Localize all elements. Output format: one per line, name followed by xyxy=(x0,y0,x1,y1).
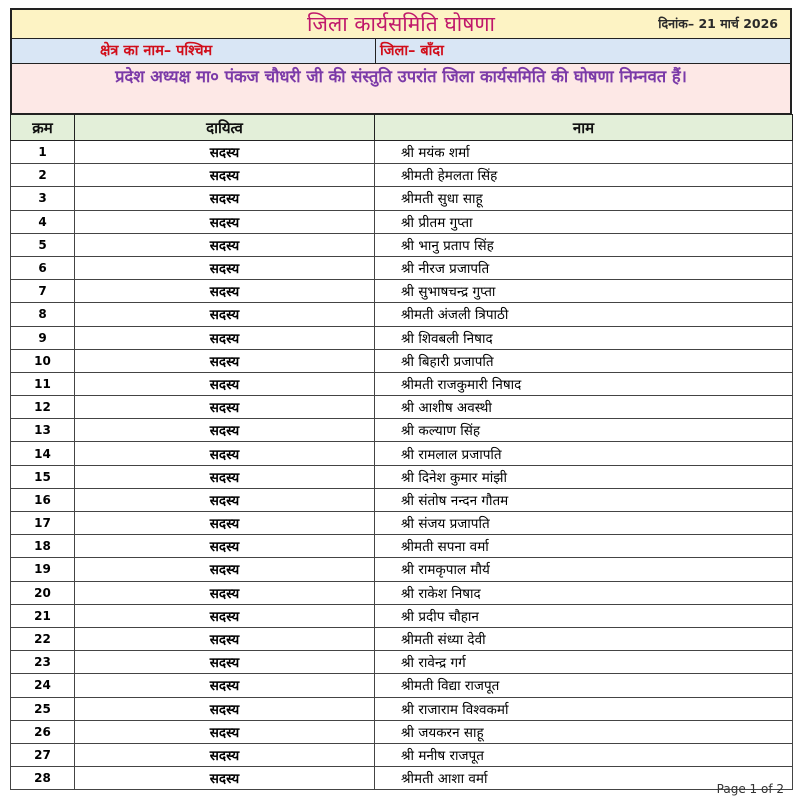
name-cell: श्री सुभाषचन्द्र गुप्ता xyxy=(375,280,793,303)
page-number: Page 1 of 2 xyxy=(716,782,784,797)
serial-cell: 10 xyxy=(11,349,75,372)
table-header-row xyxy=(11,115,793,141)
name-cell: श्रीमती सुधा साहू xyxy=(375,187,793,210)
role-cell: सदस्य xyxy=(75,767,375,790)
role-cell: सदस्य xyxy=(75,535,375,558)
table-row xyxy=(11,326,793,349)
name-cell: श्री जयकरन साहू xyxy=(375,720,793,743)
serial-cell: 27 xyxy=(11,743,75,766)
name-cell: श्री मनीष राजपूत xyxy=(375,743,793,766)
page-title: जिला कार्यसमिति घोषणा xyxy=(306,12,495,36)
name-cell: श्री बिहारी प्रजापति xyxy=(375,349,793,372)
role-cell: सदस्य xyxy=(75,488,375,511)
role-cell: सदस्य xyxy=(75,210,375,233)
name-cell: श्री दिनेश कुमार मांझी xyxy=(375,465,793,488)
serial-cell: 19 xyxy=(11,558,75,581)
table-row xyxy=(11,651,793,674)
table-row xyxy=(11,280,793,303)
role-cell: सदस्य xyxy=(75,465,375,488)
name-cell: श्री रामलाल प्रजापति xyxy=(375,442,793,465)
name-cell: श्री रावेन्द्र गर्ग xyxy=(375,651,793,674)
title-row xyxy=(10,8,792,39)
serial-cell: 9 xyxy=(11,326,75,349)
serial-cell: 3 xyxy=(11,187,75,210)
table-row xyxy=(11,558,793,581)
column-header-role: दायित्व xyxy=(75,115,375,141)
serial-cell: 28 xyxy=(11,767,75,790)
table-row xyxy=(11,256,793,279)
name-cell: श्री संतोष नन्दन गौतम xyxy=(375,488,793,511)
name-cell: श्री कल्याण सिंह xyxy=(375,419,793,442)
name-cell: श्री राजाराम विश्वकर्मा xyxy=(375,697,793,720)
serial-cell: 18 xyxy=(11,535,75,558)
name-cell: श्रीमती विद्या राजपूत xyxy=(375,674,793,697)
serial-cell: 7 xyxy=(11,280,75,303)
table-row xyxy=(11,419,793,442)
role-cell: सदस्य xyxy=(75,372,375,395)
table-row xyxy=(11,187,793,210)
role-cell: सदस्य xyxy=(75,627,375,650)
role-cell: सदस्य xyxy=(75,187,375,210)
name-cell: श्रीमती हेमलता सिंह xyxy=(375,164,793,187)
name-cell: श्री प्रदीप चौहान xyxy=(375,604,793,627)
table-row xyxy=(11,372,793,395)
table-row xyxy=(11,465,793,488)
serial-cell: 2 xyxy=(11,164,75,187)
members-table xyxy=(10,114,793,790)
role-cell: सदस्य xyxy=(75,442,375,465)
serial-cell: 6 xyxy=(11,256,75,279)
role-cell: सदस्य xyxy=(75,256,375,279)
role-cell: सदस्य xyxy=(75,697,375,720)
role-cell: सदस्य xyxy=(75,233,375,256)
name-cell: श्रीमती आशा वर्मा xyxy=(375,767,793,790)
role-cell: सदस्य xyxy=(75,164,375,187)
serial-cell: 13 xyxy=(11,419,75,442)
role-cell: सदस्य xyxy=(75,396,375,419)
table-row xyxy=(11,512,793,535)
serial-cell: 23 xyxy=(11,651,75,674)
table-row xyxy=(11,233,793,256)
role-cell: सदस्य xyxy=(75,419,375,442)
table-row xyxy=(11,164,793,187)
table-row xyxy=(11,442,793,465)
serial-cell: 1 xyxy=(11,141,75,164)
role-cell: सदस्य xyxy=(75,326,375,349)
table-row xyxy=(11,627,793,650)
role-cell: सदस्य xyxy=(75,558,375,581)
name-cell: श्रीमती सपना वर्मा xyxy=(375,535,793,558)
name-cell: श्रीमती राजकुमारी निषाद xyxy=(375,372,793,395)
table-row xyxy=(11,349,793,372)
announcement-notice: प्रदेश अध्यक्ष मा० पंकज चौधरी जी की संस्तुति उपरांत जिला कार्यसमिति की घोषणा निम्नवत हैं। xyxy=(10,64,792,114)
name-cell: श्रीमती संध्या देवी xyxy=(375,627,793,650)
name-cell: श्री प्रीतम गुप्ता xyxy=(375,210,793,233)
role-cell: सदस्य xyxy=(75,743,375,766)
table-row xyxy=(11,720,793,743)
table-row xyxy=(11,535,793,558)
name-cell: श्री रामकृपाल मौर्य xyxy=(375,558,793,581)
role-cell: सदस्य xyxy=(75,280,375,303)
table-row xyxy=(11,581,793,604)
role-cell: सदस्य xyxy=(75,512,375,535)
table-row xyxy=(11,604,793,627)
name-cell: श्री संजय प्रजापति xyxy=(375,512,793,535)
role-cell: सदस्य xyxy=(75,604,375,627)
name-cell: श्री नीरज प्रजापति xyxy=(375,256,793,279)
name-cell: श्री मयंक शर्मा xyxy=(375,141,793,164)
serial-cell: 14 xyxy=(11,442,75,465)
table-row xyxy=(11,303,793,326)
serial-cell: 15 xyxy=(11,465,75,488)
table-row xyxy=(11,674,793,697)
serial-cell: 26 xyxy=(11,720,75,743)
name-cell: श्री राकेश निषाद xyxy=(375,581,793,604)
role-cell: सदस्य xyxy=(75,141,375,164)
serial-cell: 22 xyxy=(11,627,75,650)
table-row xyxy=(11,743,793,766)
serial-cell: 25 xyxy=(11,697,75,720)
name-cell: श्री आशीष अवस्थी xyxy=(375,396,793,419)
area-row xyxy=(10,39,792,64)
name-cell: श्री भानु प्रताप सिंह xyxy=(375,233,793,256)
serial-cell: 24 xyxy=(11,674,75,697)
serial-cell: 5 xyxy=(11,233,75,256)
role-cell: सदस्य xyxy=(75,651,375,674)
role-cell: सदस्य xyxy=(75,581,375,604)
column-header-name: नाम xyxy=(375,115,793,141)
table-row xyxy=(11,767,793,790)
serial-cell: 16 xyxy=(11,488,75,511)
announcement-sheet xyxy=(10,8,792,797)
role-cell: सदस्य xyxy=(75,303,375,326)
serial-cell: 8 xyxy=(11,303,75,326)
announcement-date: दिनांक– 21 मार्च 2026 xyxy=(658,16,778,31)
role-cell: सदस्य xyxy=(75,349,375,372)
district-name: जिला– बाँदा xyxy=(380,43,444,59)
serial-cell: 11 xyxy=(11,372,75,395)
serial-cell: 21 xyxy=(11,604,75,627)
column-header-serial: क्रम xyxy=(11,115,75,141)
region-name: क्षेत्र का नाम– पश्चिम xyxy=(12,39,376,63)
table-row xyxy=(11,210,793,233)
serial-cell: 12 xyxy=(11,396,75,419)
table-row xyxy=(11,488,793,511)
name-cell: श्री शिवबली निषाद xyxy=(375,326,793,349)
serial-cell: 20 xyxy=(11,581,75,604)
role-cell: सदस्य xyxy=(75,720,375,743)
role-cell: सदस्य xyxy=(75,674,375,697)
name-cell: श्रीमती अंजली त्रिपाठी xyxy=(375,303,793,326)
table-row xyxy=(11,141,793,164)
table-row xyxy=(11,697,793,720)
table-row xyxy=(11,396,793,419)
serial-cell: 4 xyxy=(11,210,75,233)
serial-cell: 17 xyxy=(11,512,75,535)
